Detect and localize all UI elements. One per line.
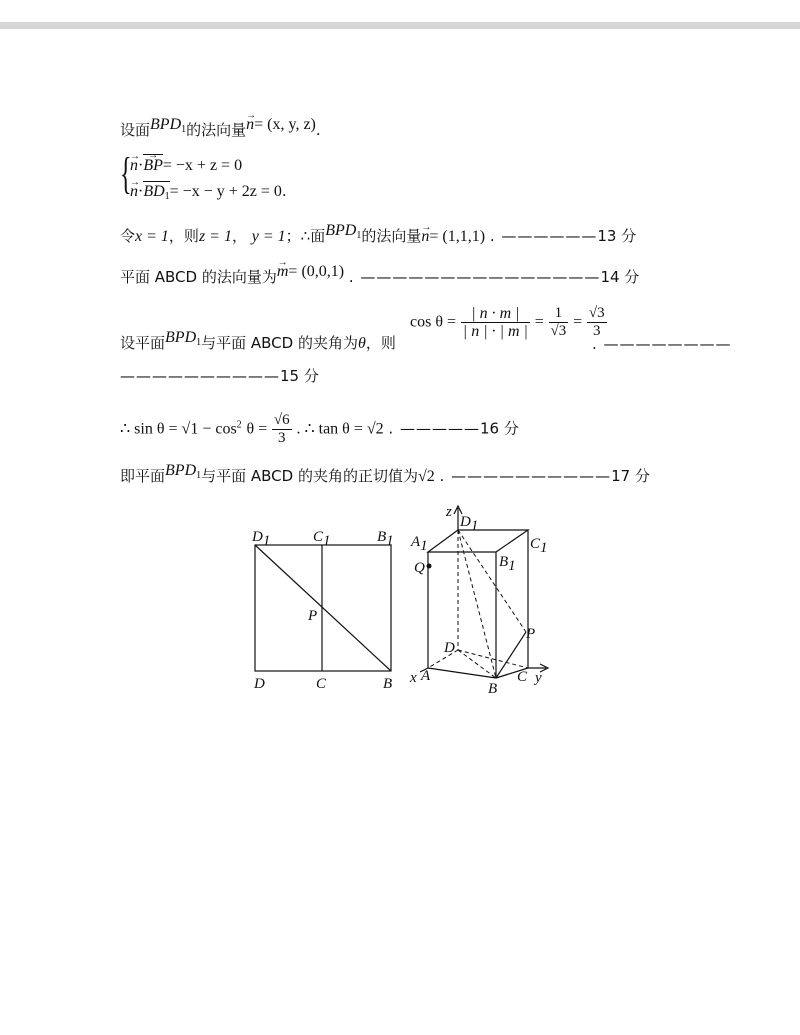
cosine-formula: cos θ = $\frac{| n \cdot m |}{| n | \cdot | m |}$ = $\frac{1}{√3}$ = $\frac{√3}{3}$ — [410, 305, 605, 340]
sin-tan-line: ∴ $\sin \theta = √1 - \cos^2 \theta$ = $\frac{√6}{3}$ . ∴ tan θ = √2 . —————16 分 — [120, 412, 519, 446]
segment-d1p — [458, 530, 526, 632]
label-q: Q — [414, 560, 425, 576]
angle-setup-text: 设平面$BPD_1$与平面 ABCD 的夹角为θ，则 — [120, 329, 396, 352]
normal-vector-setup-line: 设面$BPD_1$的法向量→ n= (x, y, z). — [120, 120, 321, 146]
label-square-d1: D1 — [252, 529, 271, 549]
label-prism-b1: B1 — [499, 554, 516, 574]
label-square-p: P — [308, 608, 318, 624]
point-q — [427, 564, 432, 569]
abcd-normal-line: 平面 ABCD 的法向量为→ m= (0,0,1) . ———————————————14 分 — [120, 267, 639, 288]
equation-row-2: → $n\cdot BD_1= -x - y + 2z = 0$. — [130, 181, 287, 207]
score-16: 16 分 — [479, 419, 519, 438]
label-prism-d: D — [444, 640, 455, 656]
score-15-line: ——————————15 分 — [120, 367, 319, 385]
score-15: 15 分 — [280, 367, 319, 385]
edge-ab — [428, 668, 496, 678]
label-prism-d1: D1 — [460, 514, 479, 534]
label-y: y — [535, 670, 542, 686]
system-brace: { — [120, 149, 132, 198]
conclusion-line: 即平面$BPD_1$与平面 ABCD 的夹角的正切值为√2 . ——————————17 分 — [120, 462, 650, 485]
label-prism-p: P — [526, 626, 536, 642]
label-square-d: D — [254, 676, 265, 692]
equation-row-1: → n·→ BP= −x + z = 0 — [130, 154, 242, 176]
label-prism-b: B — [488, 681, 498, 697]
score-13: 13 分 — [597, 227, 637, 245]
square-diagonal — [255, 545, 391, 671]
prism-figure — [420, 506, 548, 678]
score-17: 17 分 — [611, 467, 650, 485]
label-square-b1: B1 — [377, 529, 394, 549]
label-prism-c: C — [517, 669, 528, 685]
normal-vector-result-line: 令x = 1，则z = 1， y = 1；∴面$BPD_1$的法向量→ n= (1,1,1) . ——————13 分 — [120, 226, 636, 252]
square-figure — [255, 545, 391, 671]
score-14: 14 分 — [600, 268, 640, 286]
label-square-b: B — [383, 676, 393, 692]
prism-labels — [409, 504, 548, 697]
label-x: x — [410, 670, 417, 686]
label-prism-c1: C1 — [530, 536, 548, 556]
label-z: z — [446, 504, 452, 520]
label-square-c: C — [316, 676, 327, 692]
label-prism-a1: A1 — [411, 534, 428, 554]
label-prism-a: A — [421, 668, 431, 684]
label-square-c1: C1 — [313, 529, 331, 549]
edge-dc — [458, 650, 528, 668]
angle-dashes: . ———————— — [592, 335, 732, 353]
